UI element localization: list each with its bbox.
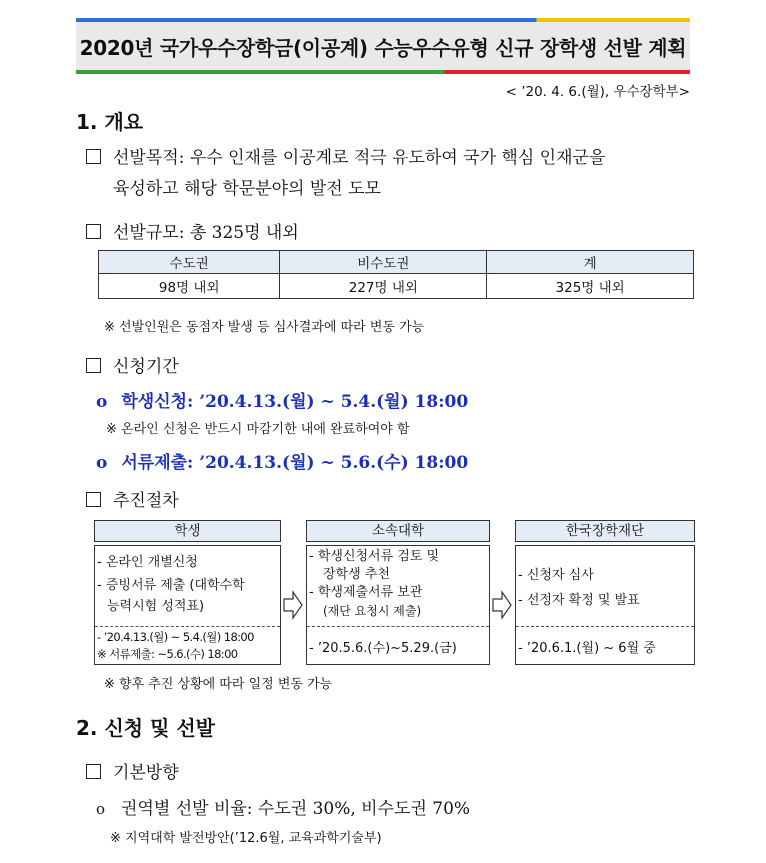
banner-bottom-stripe — [76, 70, 690, 74]
scale-label: 선발규모: 총 325명 내외 — [113, 223, 299, 243]
purpose-line2: 육성하고 해당 학문분야의 발전 도모 — [113, 179, 381, 199]
apply-line-row — [96, 387, 468, 412]
procedure-label: 추진절차 — [113, 491, 179, 511]
table-header-cell: 수도권 — [99, 251, 280, 274]
foundation-box — [515, 545, 695, 665]
checkbox-square-icon — [86, 764, 101, 779]
purpose-block — [86, 143, 605, 205]
table-header-cell: 계 — [487, 251, 694, 274]
submit-line: 서류제출: ’20.4.13.(월) ~ 5.6.(수) 18:00 — [121, 453, 469, 473]
table-header-row — [99, 251, 694, 274]
apply-line: 학생신청: ’20.4.13.(월) ~ 5.4.(월) 18:00 — [121, 392, 469, 412]
ratio-row — [96, 794, 470, 819]
scale-table — [98, 250, 694, 299]
bullet-marker: o — [96, 453, 108, 473]
purpose-line1: 선발목적: 우수 인재를 이공계로 적극 유도하여 국가 핵심 인재군을 — [113, 148, 606, 168]
table-header-cell: 비수도권 — [280, 251, 487, 274]
basic-label: 기본방향 — [113, 763, 179, 783]
basic-item — [86, 758, 179, 783]
student-item2b: 능력시험 성적표) — [107, 599, 205, 614]
section2-heading: 2. 신청 및 선발 — [76, 716, 216, 740]
right-arrow-icon — [492, 590, 512, 620]
period-item — [86, 352, 179, 377]
student-date2: ※ 서류제출: ~5.6.(수) 18:00 — [97, 647, 238, 661]
checkbox-square-icon — [86, 149, 101, 164]
page-title: 2020년 국가우수장학금(이공계) 수능우수유형 신규 장학생 선발 계획 — [79, 35, 687, 60]
submit-line-row — [96, 448, 468, 473]
procedure-item — [86, 486, 179, 511]
university-header: 소속대학 — [306, 520, 490, 542]
student-item1: - 온라인 개별신청 — [97, 555, 198, 570]
university-item1a: - 학생신청서류 검토 및 — [309, 549, 440, 564]
section1-heading: 1. 개요 — [76, 110, 144, 134]
ratio-line: 권역별 선발 비율: 수도권 30%, 비수도권 70% — [121, 799, 471, 819]
student-item2a: - 증빙서류 제출 (대학수학 — [97, 578, 245, 593]
checkbox-square-icon — [86, 224, 101, 239]
checkbox-square-icon — [86, 358, 101, 373]
checkbox-square-icon — [86, 492, 101, 507]
bullet-marker: o — [96, 800, 106, 818]
bullet-marker: o — [96, 392, 108, 412]
student-header: 학생 — [94, 520, 281, 542]
university-item2a: - 학생제출서류 보관 — [309, 585, 423, 600]
foundation-item2: - 선정자 확정 및 발표 — [518, 593, 640, 608]
student-date1: - ’20.4.13.(월) ~ 5.4.(월) 18:00 — [97, 630, 254, 644]
university-date: - ’20.5.6.(수)~5.29.(금) — [307, 626, 489, 656]
title-banner — [76, 18, 690, 74]
university-item2b: (재단 요청시 제출) — [323, 604, 422, 618]
university-box — [306, 545, 490, 665]
foundation-header: 한국장학재단 — [515, 520, 695, 542]
period-label: 신청기간 — [113, 357, 179, 377]
table-cell: 325명 내외 — [487, 274, 694, 299]
scale-item — [86, 218, 299, 243]
right-arrow-icon — [283, 590, 303, 620]
scale-note: ※ 선발인원은 동점자 발생 등 심사결과에 따라 변동 가능 — [104, 320, 425, 335]
procedure-note: ※ 향후 추진 상황에 따라 일정 변동 가능 — [104, 677, 333, 692]
ratio-note: ※ 지역대학 발전방안(’12.6월, 교육과학기술부) — [110, 831, 382, 846]
date-line: < ’20. 4. 6.(월), 우수장학부> — [505, 84, 690, 100]
table-cell: 227명 내외 — [280, 274, 487, 299]
apply-note: ※ 온라인 신청은 반드시 마감기한 내에 완료하여야 함 — [106, 422, 410, 437]
table-row — [99, 274, 694, 299]
university-item1b: 장학생 추천 — [323, 567, 390, 582]
foundation-item1: - 신청자 심사 — [518, 568, 594, 583]
foundation-date: - ’20.6.1.(월) ~ 6월 중 — [516, 626, 694, 656]
table-cell: 98명 내외 — [99, 274, 280, 299]
student-box — [94, 545, 281, 665]
